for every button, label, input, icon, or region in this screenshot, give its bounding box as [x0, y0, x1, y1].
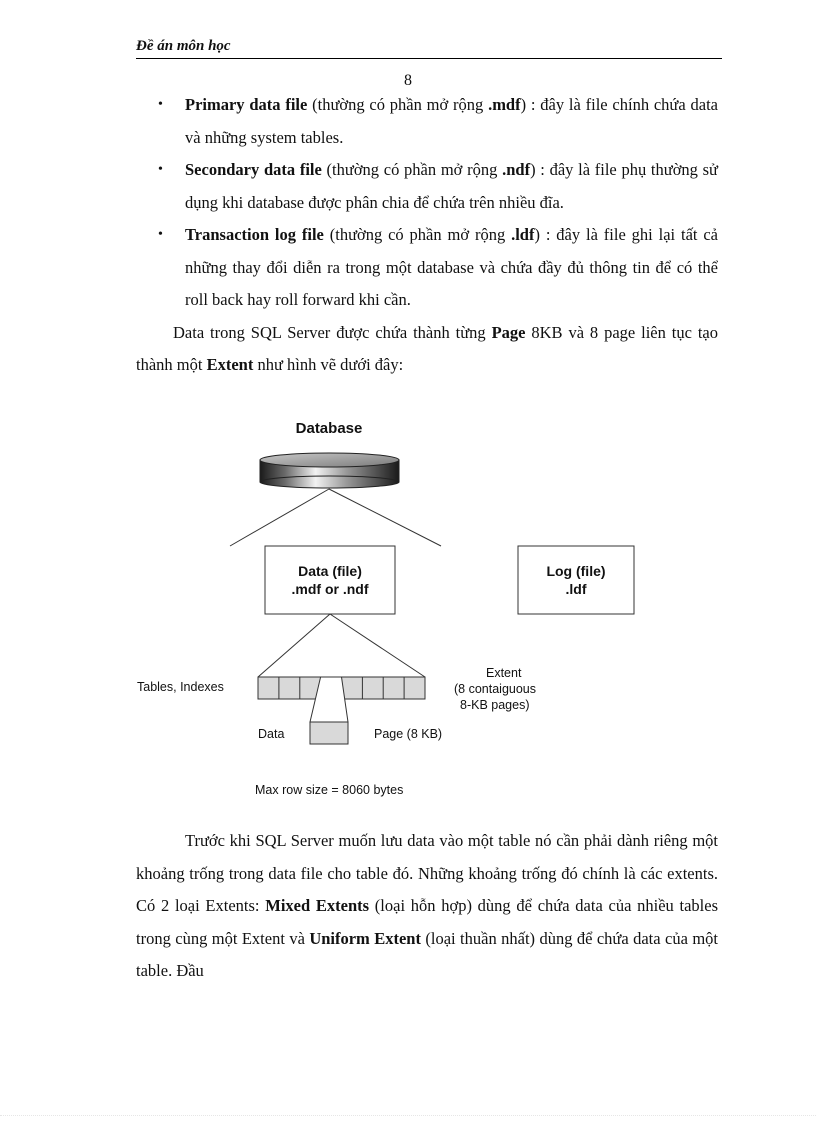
- term: Extent: [206, 355, 254, 374]
- text: 8KB và 8 page liên tục tạo thành một: [136, 322, 718, 374]
- bullet-icon: •: [158, 162, 163, 177]
- list-item: [136, 89, 718, 154]
- file-type-list: [136, 89, 718, 317]
- bullet-icon: •: [158, 227, 163, 242]
- log-file-label: Log (file): [546, 563, 606, 579]
- data-file-ext: .mdf or .ndf: [291, 581, 369, 597]
- max-row-size-label: Max row size = 8060 bytes: [255, 783, 404, 797]
- term: Secondary data file: [185, 160, 322, 179]
- text: (thường có phần mở rộng: [307, 95, 489, 114]
- data-file-box: [265, 546, 395, 614]
- text: ) : đây là file phụ thường sử dụng khi database được phân chia để chứa trên nhiều đĩa.: [185, 160, 718, 212]
- database-label: Database: [295, 420, 363, 437]
- data-file-label: Data (file): [298, 563, 362, 579]
- log-file-box: [518, 546, 634, 614]
- log-file-ext: .ldf: [565, 581, 587, 597]
- intro-paragraph: [136, 317, 718, 382]
- extents-paragraph: [136, 825, 718, 988]
- tables-indexes-label: Tables, Indexes: [137, 680, 224, 694]
- connector-line: [230, 489, 329, 546]
- text: Trước khi SQL Server muốn lưu data vào một table nó cần phải dành riêng một khoảng trống trong data file cho table đó. Những khoảng trống đó chính là các extents. Có 2 loại Extents:: [136, 831, 718, 915]
- text: ) : đây là file ghi lại tất cả những thay đổi diễn ra trong một database và chứa đầy đủ thông tin để có thể roll back hay roll forward khi cần.: [185, 225, 718, 309]
- connector-line: [329, 489, 441, 546]
- bullet-icon: •: [158, 97, 163, 112]
- data-label: Data: [258, 727, 285, 741]
- page-number: 8: [404, 72, 412, 89]
- page-label: Page (8 KB): [374, 727, 443, 741]
- term: Page: [491, 322, 526, 342]
- document-body-continued: [136, 825, 718, 988]
- connector-line: [258, 614, 330, 677]
- page-edge: [0, 1115, 816, 1116]
- extent-label: (8 contaiguous: [454, 682, 537, 696]
- text: (thường có phần mở rộng: [321, 160, 503, 179]
- extension: .ldf: [511, 225, 535, 244]
- extension: .mdf: [488, 95, 521, 114]
- term: Mixed Extents: [265, 896, 370, 915]
- page-box: [310, 722, 348, 744]
- database-diagram: [130, 412, 690, 812]
- text: Data trong SQL Server được chứa thành từng: [173, 322, 492, 342]
- text: như hình vẽ dưới đây:: [253, 355, 404, 374]
- extension: .ndf: [502, 160, 531, 179]
- text: (loại thuần nhất) dùng để chứa data của một table. Đầu: [136, 928, 718, 980]
- term: Uniform Extent: [309, 928, 421, 948]
- header-title: Đề án môn học: [136, 38, 231, 54]
- extent-label: 8-KB pages): [460, 698, 530, 712]
- term: Transaction log file: [185, 225, 324, 244]
- document-body: [136, 89, 718, 382]
- database-cylinder-icon: [260, 453, 399, 488]
- header-rule: [136, 58, 722, 59]
- text: ) : đây là file chính chứa data và những system tables.: [185, 95, 718, 147]
- list-item: [136, 154, 718, 219]
- term: Primary data file: [185, 95, 308, 114]
- list-item: [136, 219, 718, 317]
- extent-label: Extent: [486, 666, 522, 680]
- text: (thường có phần mở rộng: [323, 225, 512, 244]
- connector-line: [330, 614, 425, 677]
- text: (loại hỗn hợp) dùng để chứa data của nhiều tables trong cùng một Extent và: [136, 896, 718, 948]
